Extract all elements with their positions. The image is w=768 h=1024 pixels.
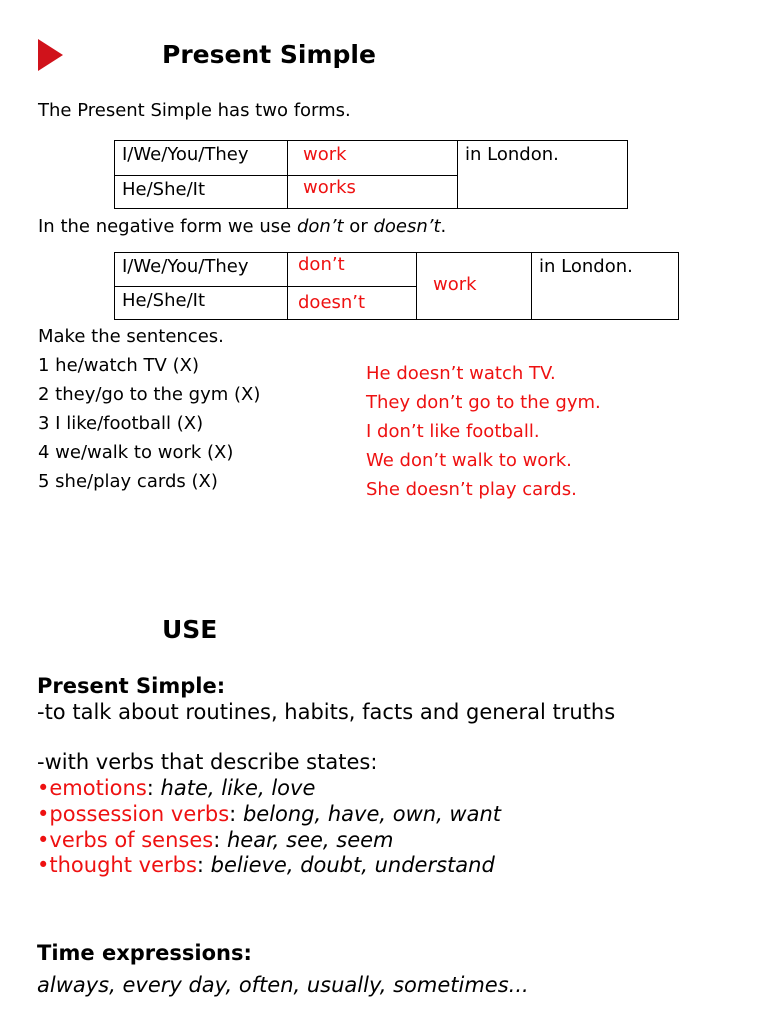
bullet-thought: •thought verbs: believe, doubt, understand — [37, 853, 495, 877]
answer-item: I don’t like football. — [366, 421, 540, 442]
answer-item: He doesn’t watch TV. — [366, 363, 556, 384]
bullet-emotions: •emotions: hate, like, love — [37, 776, 316, 800]
table2-verb: work — [416, 252, 532, 320]
bullet-senses: •verbs of senses: hear, see, seem — [37, 828, 394, 852]
use-line-states: -with verbs that describe states: — [37, 750, 378, 774]
time-expressions-list: always, every day, often, usually, sometimes... — [37, 973, 529, 997]
use-line-routines: -to talk about routines, habits, facts and general truths — [37, 700, 616, 724]
answer-item: They don’t go to the gym. — [366, 392, 601, 413]
bullet-possession: •possession verbs: belong, have, own, want — [37, 802, 502, 826]
table2-place: in London. — [531, 252, 679, 320]
use-subheading: Present Simple: — [37, 674, 226, 698]
prompt-item: 3 I like/football (X) — [38, 413, 204, 434]
prompt-item: 1 he/watch TV (X) — [38, 355, 199, 376]
page-title: Present Simple — [162, 40, 376, 69]
answer-item: She doesn’t play cards. — [366, 479, 577, 500]
table2-aux2: doesn’t — [287, 286, 417, 320]
negative-intro: In the negative form we use don’t or doesn’t. — [38, 216, 447, 237]
play-triangle-icon — [38, 39, 63, 71]
table1-place: in London. — [457, 140, 628, 209]
table1-verb1: work — [287, 140, 458, 176]
prompt-item: 2 they/go to the gym (X) — [38, 384, 261, 405]
prompt-item: 5 she/play cards (X) — [38, 471, 218, 492]
table1-verb2: works — [287, 175, 458, 209]
table1-subject2: He/She/It — [114, 175, 288, 209]
time-expressions-heading: Time expressions: — [37, 941, 252, 965]
exercise-instruction: Make the sentences. — [38, 326, 224, 347]
prompt-item: 4 we/walk to work (X) — [38, 442, 234, 463]
table1-subject1: I/We/You/They — [114, 140, 288, 176]
table2-subject1: I/We/You/They — [114, 252, 288, 287]
table2-aux1: don’t — [287, 252, 417, 287]
use-heading: USE — [162, 615, 218, 644]
answer-item: We don’t walk to work. — [366, 450, 572, 471]
intro-text: The Present Simple has two forms. — [38, 100, 351, 121]
table2-subject2: He/She/It — [114, 286, 288, 320]
